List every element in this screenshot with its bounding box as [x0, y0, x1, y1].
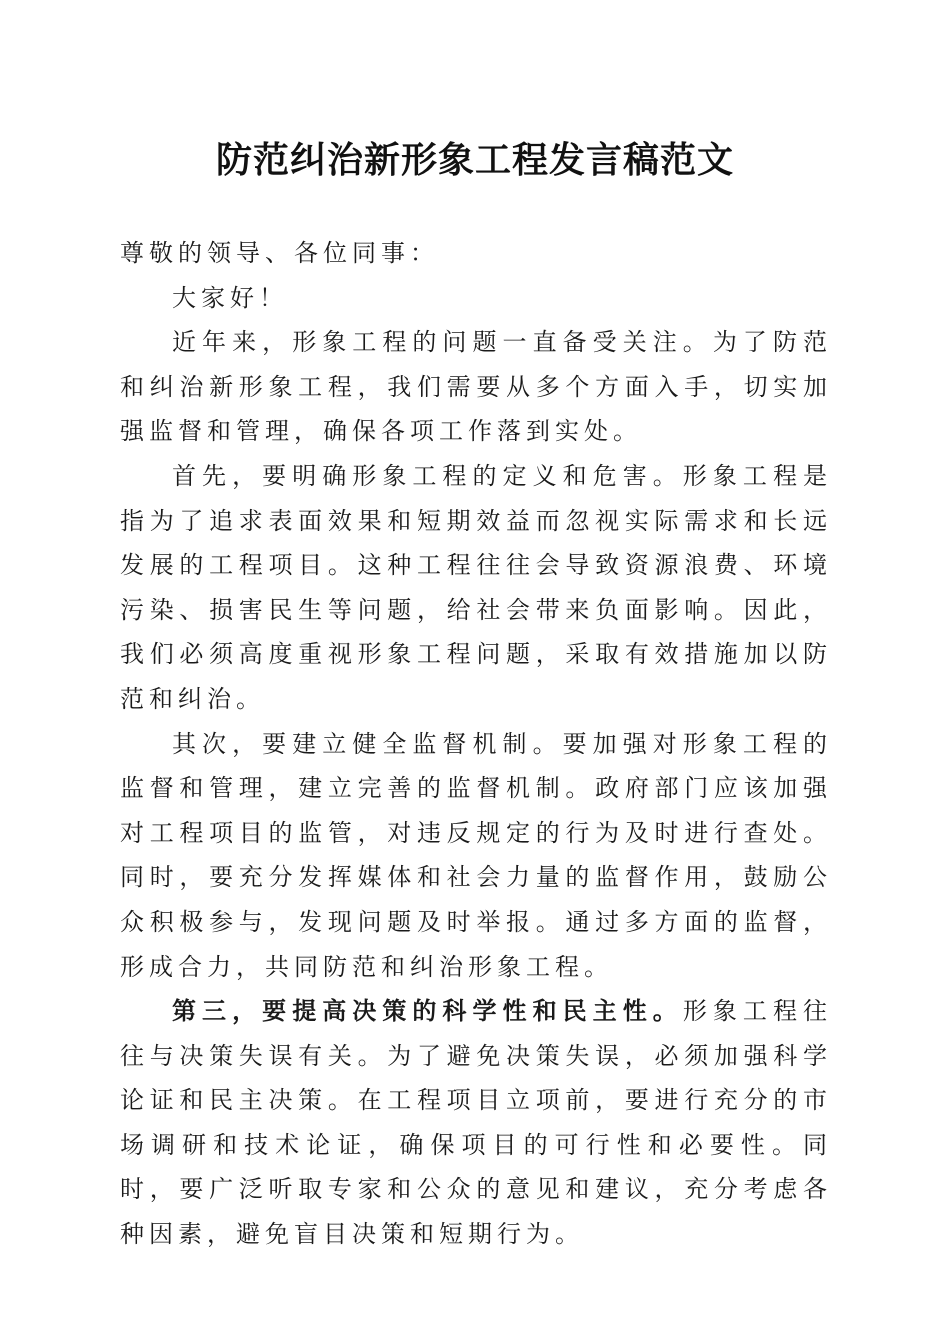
- paragraph-third-text: 形象工程往往与决策失误有关。为了避免决策失误，必须加强科学论证和民主决策。在工程项目立项前，要进行充分的市场调研和技术论证，确保项目的可行性和必要性。同时，要广泛听取专家和公众的意见和建议，充分考虑各种因素，避免盲目决策和短期行为。: [120, 997, 833, 1249]
- document-title: 防范纠治新形象工程发言稿范文: [215, 139, 734, 181]
- paragraph-second: 其次，要建立健全监督机制。要加强对形象工程的监督和管理，建立完善的监督机制。政府部门应该加强对工程项目的监管，对违反规定的行为及时进行查处。同时，要充分发挥媒体和社会力量的监督作用，鼓励公众积极参与，发现问题及时举报。通过多方面的监督，形成合力，共同防范和纠治形象工程。: [120, 729, 832, 981]
- greeting: 大家好！: [172, 283, 288, 312]
- paragraph-third: [120, 989, 832, 1257]
- paragraph-third-lead: 第三，要提高决策的科学性和民主性。: [172, 996, 683, 1026]
- paragraph-intro: 近年来，形象工程的问题一直备受关注。为了防范和纠治新形象工程，我们需要从多个方面入手，切实加强监督和管理，确保各项工作落到实处。: [120, 328, 832, 446]
- salutation: 尊敬的领导、各位同事：: [120, 239, 439, 267]
- paragraph-first: 首先，要明确形象工程的定义和危害。形象工程是指为了追求表面效果和短期效益而忽视实际需求和长远发展的工程项目。这种工程往往会导致资源浪费、环境污染、损害民生等问题，给社会带来负面影响。因此，我们必须高度重视形象工程问题，采取有效措施加以防范和纠治。: [120, 461, 832, 713]
- document-body: [120, 231, 832, 1257]
